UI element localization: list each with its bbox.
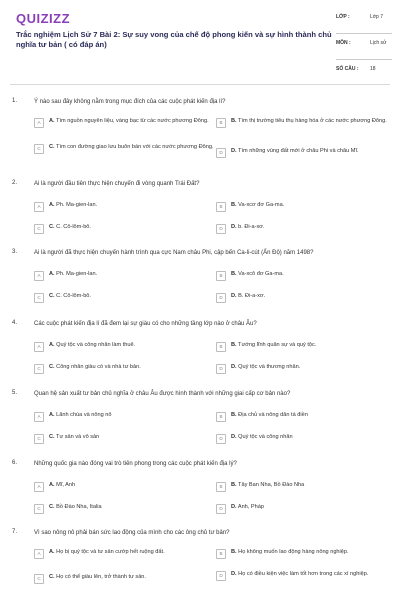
- option-key: D.: [231, 224, 237, 230]
- option-letter-box: B: [216, 412, 226, 422]
- option-letter-box: C: [34, 574, 44, 584]
- option-label: Họ không muốn lao động hàng nông nghiệp.: [238, 549, 349, 555]
- option-text: [231, 434, 396, 442]
- question-text: Những quốc gia nào đóng vai trò tiên phong trong các cuộc phát kiến địa lý?: [34, 461, 237, 467]
- option-text: [231, 549, 396, 557]
- option-text: [49, 364, 214, 372]
- option-label: Tư sản và vô sản: [56, 434, 100, 440]
- question-number: 7.: [12, 529, 18, 535]
- option-text: [49, 144, 214, 152]
- option-text: [49, 574, 214, 582]
- option-label: Công nhân giàu có và nhà tư bản.: [56, 364, 141, 370]
- option-label: B. Đi-a-xơ.: [238, 293, 266, 299]
- option-text: [49, 202, 214, 210]
- option-key: B.: [231, 412, 237, 418]
- option-letter-box: C: [34, 504, 44, 514]
- option-text: [231, 482, 396, 490]
- option-label: Tướng lĩnh quân sự và quý tộc.: [238, 342, 317, 348]
- option-text: [231, 148, 396, 156]
- option-key: D.: [231, 504, 237, 510]
- option-label: b. Đi-a-xơ.: [238, 224, 265, 230]
- question-number: 6.: [12, 460, 18, 466]
- option-letter-box: C: [34, 293, 44, 303]
- option-letter-box: B: [216, 482, 226, 492]
- meta-divider: [336, 59, 392, 60]
- option-label: Họ bị quý tộc và tư sản cướp hết ruộng đất.: [56, 549, 165, 555]
- question-text: Quan hệ sản xuất tư bản chủ nghĩa ở châu Âu được hình thành với những giai cấp cơ bản nào?: [34, 391, 291, 397]
- option-text: [231, 342, 396, 350]
- option-key: C.: [49, 364, 55, 370]
- option-text: [231, 571, 396, 579]
- option-letter-box: B: [216, 549, 226, 559]
- option-key: C.: [49, 293, 55, 299]
- option-key: A.: [49, 482, 55, 488]
- option-letter-box: D: [216, 293, 226, 303]
- option-text: [49, 224, 214, 232]
- option-text: [49, 412, 214, 420]
- meta-divider: [336, 33, 392, 34]
- option-letter-box: D: [216, 148, 226, 158]
- question-number: 1.: [12, 98, 18, 104]
- question-number: 3.: [12, 249, 18, 255]
- option-label: Quý tộc và công nhân làm thuê.: [56, 342, 136, 348]
- option-label: Anh, Pháp: [237, 504, 264, 510]
- option-key: C.: [49, 224, 55, 230]
- option-key: A.: [49, 342, 55, 348]
- option-letter-box: D: [216, 434, 226, 444]
- option-key: B.: [231, 271, 237, 277]
- option-text: [231, 504, 396, 512]
- option-text: [49, 118, 214, 126]
- option-letter-box: A: [34, 118, 44, 128]
- option-text: [49, 482, 214, 490]
- option-key: D.: [231, 571, 237, 577]
- option-letter-box: A: [34, 271, 44, 281]
- option-key: B.: [231, 118, 237, 124]
- option-text: [231, 293, 396, 301]
- quizizz-logo: QUIZIZZ: [16, 11, 71, 26]
- option-label: Tìm nguồn nguyên liệu, vàng bạc từ các nước phương Đông.: [56, 118, 209, 124]
- option-letter-box: B: [216, 202, 226, 212]
- question-text: Các cuộc phát kiến địa lí đã đem lại sự giàu có cho những tầng lớp nào ở châu Âu?: [34, 321, 257, 327]
- option-text: [231, 364, 396, 372]
- meta-label: LỚP :: [336, 14, 350, 20]
- option-key: B.: [231, 549, 237, 555]
- question-text: Ai là người đã thực hiện chuyến hành trình qua cực Nam châu Phi, cập bến Ca-li-cút (Ấn Độ) năm 1498?: [34, 250, 314, 256]
- option-label: Mĩ, Anh: [56, 482, 76, 488]
- option-letter-box: D: [216, 224, 226, 234]
- option-letter-box: D: [216, 571, 226, 581]
- option-key: C.: [49, 574, 55, 580]
- question-number: 4.: [12, 320, 18, 326]
- option-text: [49, 293, 214, 301]
- option-key: B.: [231, 342, 237, 348]
- option-label: Lãnh chúa và nông nô: [56, 412, 112, 418]
- option-key: C.: [49, 504, 55, 510]
- option-text: [231, 412, 396, 420]
- option-key: D.: [231, 434, 237, 440]
- option-text: [49, 271, 214, 279]
- option-letter-box: A: [34, 342, 44, 352]
- option-label: Quý tộc và công nhân: [238, 434, 293, 440]
- meta-value: 18: [370, 66, 376, 72]
- option-label: Tây Ban Nha, Bồ Đào Nha: [238, 482, 305, 488]
- option-key: D.: [231, 148, 237, 154]
- question-text: Ai là người đầu tiên thực hiện chuyến đi vòng quanh Trái Đất?: [34, 181, 200, 187]
- option-label: Va-xcô đơ Ga-ma.: [238, 271, 284, 277]
- option-label: Quý tộc và thương nhân.: [238, 364, 301, 370]
- option-text: [231, 224, 396, 232]
- option-letter-box: A: [34, 482, 44, 492]
- option-letter-box: B: [216, 271, 226, 281]
- meta-label: SỐ CÂU :: [336, 66, 359, 72]
- header-divider: [10, 84, 390, 85]
- option-text: [49, 434, 214, 442]
- option-key: C.: [49, 144, 55, 150]
- meta-value: Lớp 7: [370, 14, 384, 20]
- option-letter-box: B: [216, 342, 226, 352]
- option-label: Tìm con đường giao lưu buôn bán với các nước phương Đông.: [56, 144, 214, 150]
- option-text: [49, 342, 214, 350]
- option-label: Va-xcơ đơ Ga-ma.: [238, 202, 285, 208]
- option-letter-box: C: [34, 434, 44, 444]
- option-label: Bồ Đào Nha, Italia: [56, 504, 102, 510]
- meta-value: Lịch sử: [370, 40, 387, 46]
- option-text: [231, 202, 396, 210]
- option-label: Tìm thị trường tiêu thụ hàng hóa ở các nước phương Đông.: [238, 118, 387, 124]
- option-label: Họ có thể giàu lên, trở thành tư sản.: [56, 574, 146, 580]
- option-key: A.: [49, 549, 55, 555]
- question-number: 2.: [12, 180, 18, 186]
- option-key: A.: [49, 202, 55, 208]
- question-text: Ý nào sau đây không nằm trong mục đích của các cuộc phát kiến địa lí?: [34, 99, 226, 105]
- page-title: Trắc nghiệm Lịch Sử 7 Bài 2: Sự suy vong của chế độ phong kiến và sự hình thành chủ nghĩa tư bản ( có đáp án): [16, 30, 332, 49]
- option-label: Họ có điều kiện việc làm tốt hơn trong các xí nghiệp.: [238, 571, 369, 577]
- option-text: [231, 118, 396, 126]
- option-label: C. Cô-lôm-bô.: [56, 224, 91, 230]
- option-letter-box: A: [34, 412, 44, 422]
- meta-label: MÔN :: [336, 40, 351, 46]
- option-key: D.: [231, 293, 237, 299]
- option-letter-box: B: [216, 118, 226, 128]
- option-key: D.: [231, 364, 237, 370]
- option-key: A.: [49, 118, 55, 124]
- option-letter-box: C: [34, 224, 44, 234]
- option-key: B.: [231, 482, 237, 488]
- option-key: A.: [49, 271, 55, 277]
- option-letter-box: C: [34, 364, 44, 374]
- option-label: Tìm những vùng đất mới ở châu Phi và châu Mĩ.: [238, 148, 359, 154]
- question-number: 5.: [12, 390, 18, 396]
- option-letter-box: A: [34, 549, 44, 559]
- option-text: [231, 271, 396, 279]
- option-letter-box: A: [34, 202, 44, 212]
- option-letter-box: D: [216, 364, 226, 374]
- option-key: A.: [49, 412, 55, 418]
- option-key: C.: [49, 434, 55, 440]
- option-letter-box: D: [216, 504, 226, 514]
- question-text: Vì sao nông nô phải bán sức lao động của mình cho các ông chủ tư bản?: [34, 530, 230, 536]
- option-label: Địa chủ và nông dân tá điền: [238, 412, 308, 418]
- option-label: Ph. Ma-gien-lan.: [56, 202, 98, 208]
- option-text: [49, 549, 214, 557]
- option-label: C. Cô-lôm-bô.: [56, 293, 91, 299]
- option-key: B.: [231, 202, 237, 208]
- option-label: Ph. Ma-gien-lan.: [56, 271, 98, 277]
- option-letter-box: C: [34, 144, 44, 154]
- option-text: [49, 504, 214, 512]
